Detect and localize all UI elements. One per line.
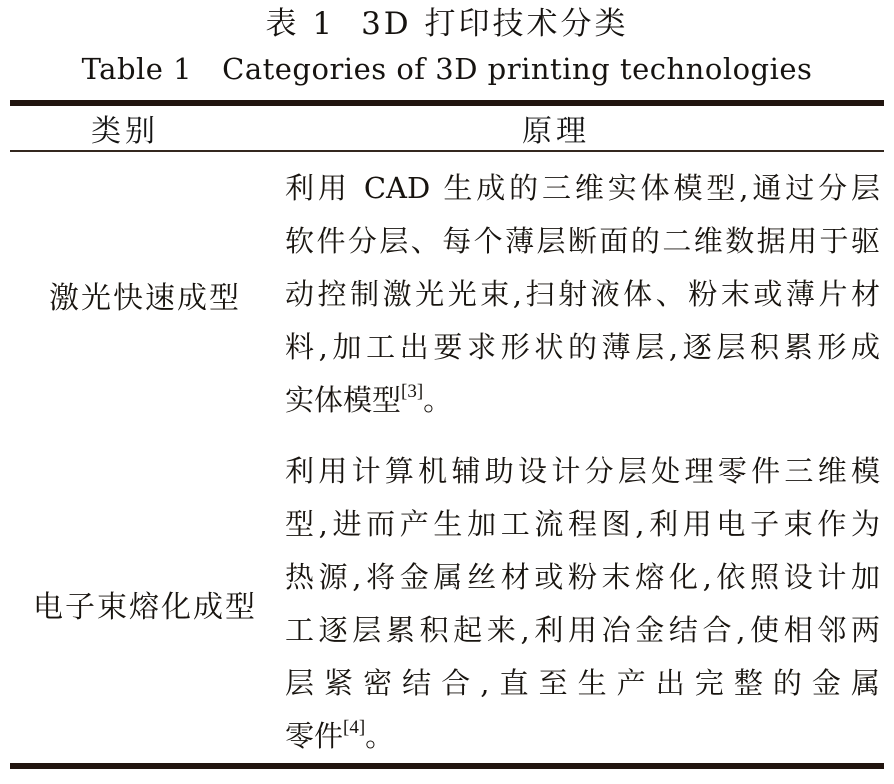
table-header-row [10,106,884,150]
table-title-zh-text: 3D 打印技术分类 [361,6,629,42]
table-bottom-rule [10,763,884,769]
period: 。 [423,383,453,417]
principle-line-last [285,710,880,763]
principle-cell [280,162,884,427]
header-category: 类别 [91,114,159,149]
principle-line: 料,加工出要求形状的薄层,逐层积累形成 [285,330,880,364]
table-title-zh [0,0,894,46]
principle-line-text: 零件 [285,719,344,753]
principle-line: 利用 CAD 生成的三维实体模型,通过分层 [285,171,880,205]
category-cell: 激光快速成型 [49,280,241,316]
principle-cell [280,445,884,763]
table-title-en-text: Categories of 3D printing technologies [222,52,813,86]
period: 。 [365,719,395,753]
principle-line: 工逐层累积起来,利用冶金结合,使相邻两 [285,613,880,647]
header-principle: 原理 [522,114,590,149]
table-row-ebeam [10,427,884,763]
table-row-laser [10,152,884,427]
citation-ref: [4] [343,717,366,738]
principle-line: 型,进而产生加工流程图,利用电子束作为 [285,507,880,541]
table-title-en [0,46,894,92]
citation-ref: [3] [401,381,424,402]
table-number-zh: 表 1 [265,6,336,42]
principle-line: 热源,将金属丝材或粉末熔化,依照设计加 [285,560,880,594]
principle-line: 动控制激光光束,扫射液体、粉末或薄片材 [285,277,880,311]
category-cell: 电子束熔化成型 [33,590,257,625]
categories-table [10,100,884,769]
principle-line: 利用计算机辅助设计分层处理零件三维模 [285,454,880,488]
principle-line: 软件分层、每个薄层断面的二维数据用于驱 [285,224,880,258]
table-number-en: Table 1 [81,52,193,86]
principle-line: 层紧密结合,直至生产出完整的金属 [285,666,880,700]
principle-line-text: 实体模型 [285,383,402,417]
principle-line-last [285,374,880,427]
